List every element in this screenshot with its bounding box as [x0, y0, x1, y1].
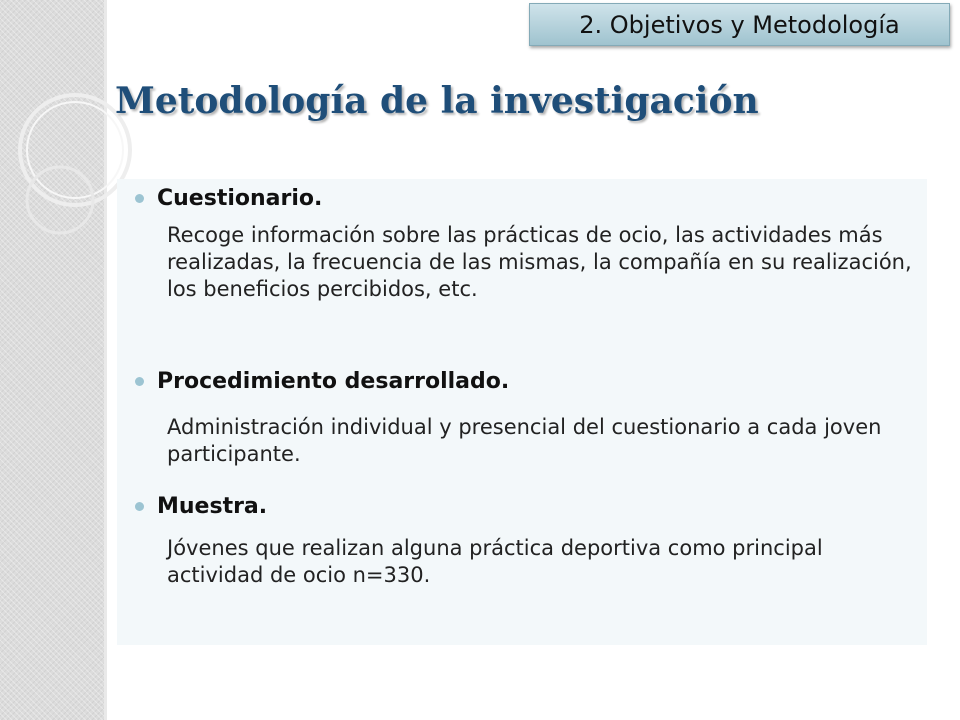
- bullet-icon: [135, 377, 144, 386]
- list-item-cuestionario: [135, 186, 322, 211]
- item-description: Administración individual y presencial del cuestionario a cada joven participante.: [167, 415, 882, 466]
- list-item-muestra: [135, 494, 267, 519]
- slide-title: Metodología de la investigación: [115, 80, 759, 122]
- item-title: Cuestionario.: [157, 186, 323, 211]
- bullet-icon: [135, 194, 144, 203]
- textured-sidebar: [0, 0, 105, 720]
- item-description: Recoge información sobre las prácticas de ocio, las actividades más realizadas, la frecuencia de las mismas, la compañía en su realización, los beneficios percibidos, etc.: [167, 223, 912, 301]
- bullet-icon: [135, 502, 144, 511]
- section-tag: [529, 3, 950, 46]
- list-item-procedimiento: [135, 369, 509, 394]
- item-title: Muestra.: [157, 494, 268, 519]
- sidebar-edge: [104, 0, 107, 720]
- content-box: [117, 179, 927, 645]
- section-tag-label: 2. Objetivos y Metodología: [579, 10, 900, 39]
- item-title: Procedimiento desarrollado.: [157, 369, 510, 394]
- item-description: Jóvenes que realizan alguna práctica deportiva como principal actividad de ocio n=330.: [167, 536, 823, 587]
